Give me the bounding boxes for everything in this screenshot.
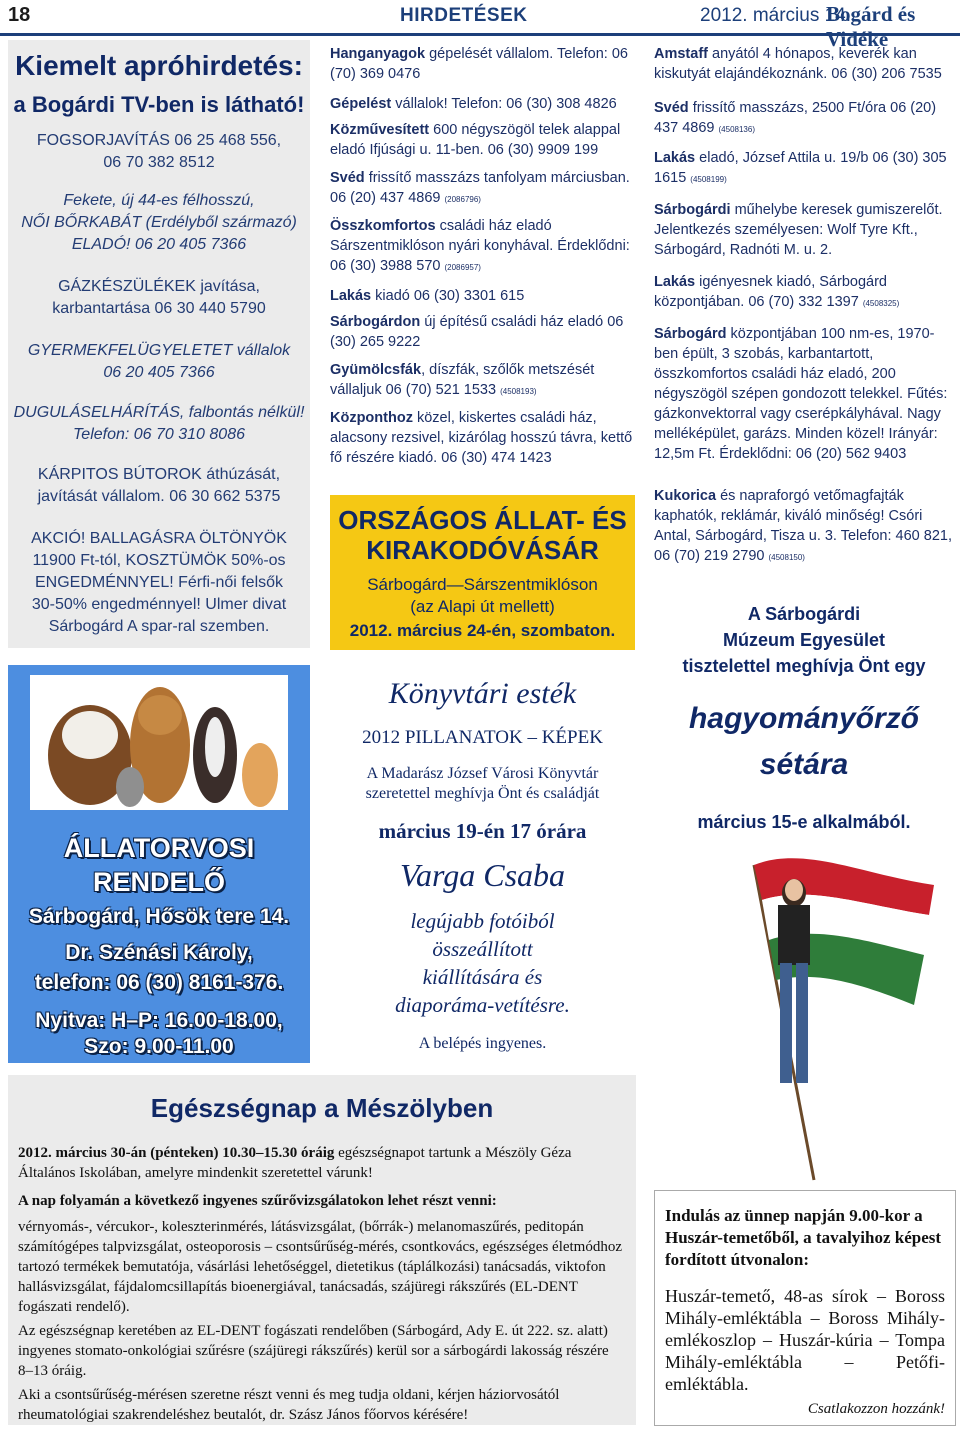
route-heading: Indulás az ünnep napján 9.00-kor a Huszár-temetőből, a tavalyihoz képest fordított útvonalon: xyxy=(665,1206,942,1269)
health-day-intro: 2012. március 30-án (pénteken) 10.30–15.30 óráig egészségnapot tartunk a Mészöly Géza Általános Iskolában, amelyre mindenkit szeretettel várunk! xyxy=(18,1145,572,1181)
fair-location: Sárbogárd—Sárszentmiklóson xyxy=(367,575,598,594)
health-day-title: Egészségnap a Mészölyben xyxy=(150,1093,494,1123)
pets-image xyxy=(30,675,288,810)
classified-ad: Lakás igényesnek kiadó, Sárbogárd központjában. 06 (70) 332 1397 (4508325) xyxy=(654,274,900,310)
health-day-ad xyxy=(8,1075,636,1425)
fair-date: 2012. március 24-én, szombaton. xyxy=(349,621,616,640)
museum-headline: hagyományőrző xyxy=(688,702,920,735)
classified-ad: Svéd frissítő masszázs tanfolyam márciusban. 06 (20) 437 4869 (2086796) xyxy=(330,170,630,206)
section-title: HIRDETÉSEK xyxy=(400,5,528,26)
museum-line: Múzeum Egyesület xyxy=(722,630,886,650)
ad-akcio: AKCIÓ! BALLAGÁSRA ÖLTÖNYÖK 11900 Ft-tól, KOSZTÜMÖK 50%-os ENGEDMÉNNYEL! Férfi-női felsők 30-50% engedménnyel! Ulmer divat Sárbogárd A spar-ral szemben. xyxy=(31,530,287,635)
ad-fogsor: FOGSORJAVÍTÁS 06 25 468 556, 06 70 382 8512 xyxy=(36,132,282,171)
classified-ad: Hanganyagok gépelését vállalom. Telefon: 06 (70) 369 0476 xyxy=(330,46,628,82)
library-subtitle: 2012 PILLANATOK – KÉPEK xyxy=(362,727,603,748)
museum-headline: sétára xyxy=(759,748,849,781)
vet-doctor: Dr. Szénási Károly, xyxy=(65,941,253,964)
page-number: 18 xyxy=(8,4,31,26)
health-day-dental: Az egészségnap keretében az EL-DENT fogászati rendelőben (Sárbogárd, Ady E. út 222. sz. alatt) ingyenes stomato-onkológiai szűrésre (szájüregi rákszűrés) kerül sor a sárbogárdi lakosság részére 8–13 óráig. xyxy=(18,1323,609,1379)
classified-ad: Gépelést vállalok! Telefon: 06 (30) 308 4826 xyxy=(330,96,617,112)
fair-ad xyxy=(330,495,635,650)
museum-date: március 15-e alkalmából. xyxy=(697,812,911,832)
featured-subtitle: a Bogárdi TV-ben is látható! xyxy=(13,92,305,117)
ad-gyermekfelugyelet: GYERMEKFELÜGYELETET vállalok 06 20 405 7366 xyxy=(27,342,291,381)
library-desc: összeállított xyxy=(432,937,533,961)
classified-ad: Kukorica és napraforgó vetőmagfajták kaphatók, reklámár, kiváló minőség! Csóri Antal, Sárbogárd, Tisza u. 3. Telefon: 460 821, 06 (70) 219 2790 (4508150) xyxy=(654,488,952,564)
route-list: Huszár-temető, 48-as sírok – Boross Mihály-emléktábla – Boross Mihály-emlékoszlop – Huszár-kúria – Tompa Mihály-emléktábla – Petőfi-emléktábla. xyxy=(665,1286,945,1394)
library-artist: Varga Csaba xyxy=(399,857,566,893)
classified-ad: Amstaff anyától 4 hónapos, keverék kan kiskutyát elajándékoznánk. 06 (30) 206 7535 xyxy=(654,46,942,82)
featured-title: Kiemelt apróhirdetés: xyxy=(15,50,303,81)
library-event-ad xyxy=(330,665,635,1063)
vet-hours-weekday: Nyitva: H–P: 16.00-18.00, xyxy=(35,1009,283,1032)
vet-hours-saturday: Szo: 9.00-11.00 xyxy=(84,1035,234,1058)
newspaper-name: Bogárd és Vidéke xyxy=(826,2,916,51)
classified-ad: Lakás eladó, József Attila u. 19/b 06 (30) 305 1615 (4508199) xyxy=(654,150,947,186)
ad-dugulas: DUGULÁSELHÁRÍTÁS, falbontás nélkül! Telefon: 06 70 310 8086 xyxy=(13,404,305,443)
classified-ad: Központhoz közel, kiskertes családi ház, alacsony rezsivel, kizárólag hosszú távra, kettő fő részére kiadó. 06 (30) 474 1423 xyxy=(330,410,633,466)
ad-gazkeszulek: GÁZKÉSZÜLÉKEK javítása, karbantartása 06 30 440 5790 xyxy=(52,278,266,317)
vet-title-2: RENDELŐ xyxy=(92,867,225,897)
classified-ad: Sárbogárd központjában 100 nm-es, 1970-ben épült, 3 szobás, karbantartott, összkomfortos családi ház eladó, 200 négyszögöl szépen gondozott telekkel. Fűtés: gázkonvektorral vagy cserépkályhával. Nagy melléképület, garázs. Minden közel! Irányár: 12,5m Ft. Érdeklődni: 06 (20) 562 9403 xyxy=(654,326,948,462)
museum-line: tisztelettel meghívja Önt egy xyxy=(682,656,926,676)
ad-borkabat: Fekete, új 44-es félhosszú, NŐI BŐRKABÁT (Erdélyből származó) ELADÓ! 06 20 405 7366 xyxy=(21,192,297,253)
health-day-screenings-heading: A nap folyamán a következő ingyenes szűrővizsgálatokon lehet részt venni: xyxy=(18,1193,497,1209)
join-us: Csatlakozzon hozzánk! xyxy=(807,1401,945,1417)
health-day-screenings: vérnyomás-, vércukor-, koleszterinmérés, látásvizsgálat, (bőrrák-) melanomaszűrés, peditopán számítógépes talpvizsgálat, osteoporosis – csontsűrűség-mérés, csontkovács, egészséges életmódhoz tartozó termékek bemutatója, vásárlási lehetőséggel, dietetikus (táplálkozási) tanácsadás, viktofon hallásvizsgálat, fájdalomcsillapítás bioenergiával, tanácsadás, szájüregi rákszűrés (EL-DENT fogászati rendelő). xyxy=(18,1219,623,1315)
vet-title-1: ÁLLATORVOSI xyxy=(63,833,255,863)
classified-ad: Összkomfortos családi ház eladó Sárszentmiklóson nyári konyhával. Érdeklődni: 06 (30) 3988 570 (2086957) xyxy=(330,218,630,274)
library-desc: diaporáma-vetítésre. xyxy=(395,993,570,1017)
museum-line: A Sárbogárdi xyxy=(747,604,861,624)
classified-ad: Sárbogárdi műhelybe keresek gumiszerelőt. Jelentkezés személyesen: Wolf Tyre Kft., Sárbogárd, Radnóti M. u. 2. xyxy=(654,202,943,258)
classified-ad: Svéd frissítő masszázs, 2500 Ft/óra 06 (20) 437 4869 (4508136) xyxy=(654,100,937,136)
library-desc: kiállítására és xyxy=(422,965,543,989)
classified-ad: Lakás kiadó 06 (30) 3301 615 xyxy=(330,288,525,304)
fair-location-detail: (az Alapi út mellett) xyxy=(410,597,555,616)
library-invite-1: A Madarász József Városi Könyvtár xyxy=(366,765,599,782)
issue-date: 2012. március 14. xyxy=(700,5,852,26)
vet-phone: telefon: 06 (30) 8161-376. xyxy=(34,971,284,994)
library-date: március 19-én 17 órára xyxy=(378,819,587,843)
classified-ad: Sárbogárdon új építésű családi ház eladó 06 (30) 265 9222 xyxy=(330,314,624,350)
fair-title: ORSZÁGOS ÁLLAT- ÉS KIRAKODÓVÁSÁR xyxy=(338,505,627,565)
library-desc: legújabb fotóiból xyxy=(410,909,555,933)
classified-ad: Gyümölcsfák, díszfák, szőlők metszését vállaljuk 06 (70) 521 1533 (4508193) xyxy=(330,362,595,398)
library-free-entry: A belépés ingyenes. xyxy=(418,1035,547,1052)
holiday-route-box xyxy=(654,1190,956,1426)
flag-girl-image xyxy=(714,845,944,1185)
vet-address: Sárbogárd, Hősök tere 14. xyxy=(28,905,290,928)
vet-clinic-ad xyxy=(8,665,310,1063)
featured-ads-box xyxy=(8,40,310,648)
library-title: Könyvtári esték xyxy=(388,677,577,710)
health-day-note: Aki a csontsűrűség-mérésen szeretne részt venni és meg tudja oldani, kérjen háziorvosától rheumatológiai szakrendeléshez beutalót, dr. Szász János főorvos kérésére! xyxy=(18,1387,560,1423)
ad-karpitos: KÁRPITOS BÚTOROK áthúzását, javítását vállalom. 06 30 662 5375 xyxy=(37,466,281,505)
library-invite-2: szeretettel meghívja Önt és családját xyxy=(365,785,600,802)
museum-walk-ad xyxy=(654,590,954,1030)
page-header xyxy=(0,0,960,51)
classified-ad: Közművesített 600 négyszögöl telek alappal eladó Ifjúsági u. 11-ben. 06 (30) 9909 199 xyxy=(330,122,621,158)
